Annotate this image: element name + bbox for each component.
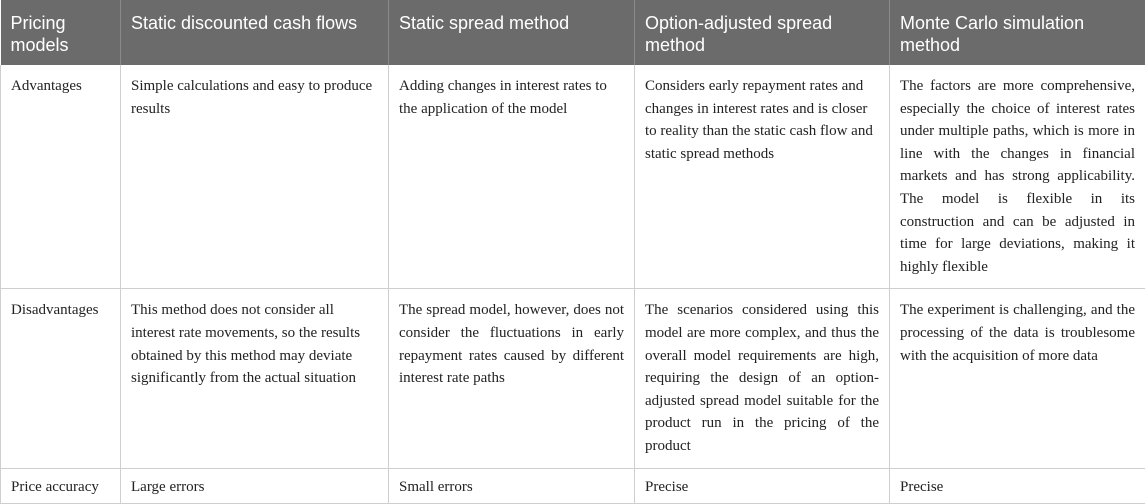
table-row-disadvantages [1, 289, 1145, 468]
row-label-disadvantages: Disadvantages [1, 289, 121, 468]
header-option-adjusted-spread-method: Option-adjusted spread method [635, 0, 890, 65]
table-cell: Precise [890, 468, 1145, 504]
header-pricing-models: Pricing models [1, 0, 121, 65]
table-cell: Precise [635, 468, 890, 504]
table-cell: The factors are more comprehensive, especially the choice of interest rates under multiple paths, which is more in line with the changes in financial markets and has strong applicability. The model is flexible in its construction and can be adjusted in time for large deviations, making it highly flexible [890, 65, 1145, 289]
table-cell: Simple calculations and easy to produce results [121, 65, 389, 289]
header-row [1, 0, 1145, 65]
row-label-price-accuracy: Price accuracy [1, 468, 121, 504]
table-cell: Adding changes in interest rates to the application of the model [389, 65, 635, 289]
table-cell: The spread model, however, does not consider the fluctuations in early repayment rates caused by different interest rate paths [389, 289, 635, 468]
table-cell: The scenarios considered using this model are more complex, and thus the overall model requirements are high, requiring the design of an option-adjusted spread model suitable for the product run in the pricing of the product [635, 289, 890, 468]
table-body [1, 65, 1145, 504]
table-row-price-accuracy [1, 468, 1145, 504]
table-cell: Considers early repayment rates and changes in interest rates and is closer to reality than the static cash flow and static spread methods [635, 65, 890, 289]
table-cell: The experiment is challenging, and the processing of the data is troublesome with the acquisition of more data [890, 289, 1145, 468]
table-header [1, 0, 1145, 65]
table-cell: Small errors [389, 468, 635, 504]
table-cell: Large errors [121, 468, 389, 504]
table-row-advantages [1, 65, 1145, 289]
table-cell: This method does not consider all interest rate movements, so the results obtained by this method may deviate significantly from the actual situation [121, 289, 389, 468]
row-label-advantages: Advantages [1, 65, 121, 289]
header-monte-carlo-simulation-method: Monte Carlo simulation method [890, 0, 1145, 65]
header-static-discounted-cash-flows: Static discounted cash flows [121, 0, 389, 65]
header-static-spread-method: Static spread method [389, 0, 635, 65]
